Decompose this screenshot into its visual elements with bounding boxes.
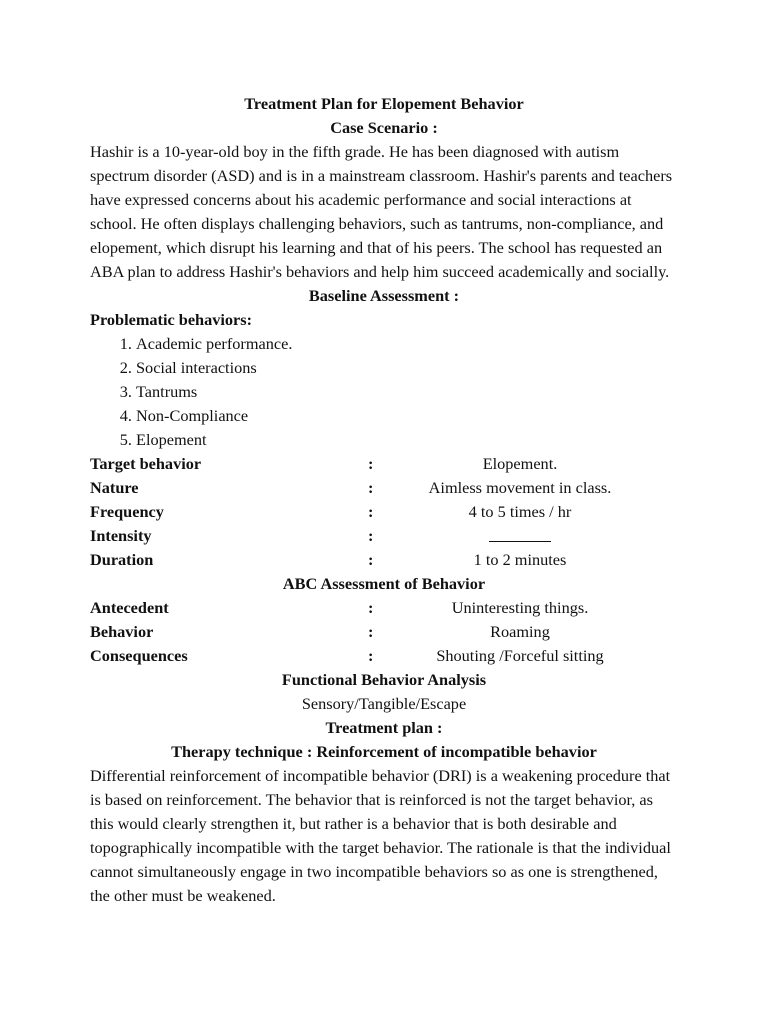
baseline-row — [90, 524, 678, 548]
row-separator: : — [368, 526, 374, 545]
row-value: Shouting /Forceful sitting — [436, 646, 604, 665]
row-label: Target behavior — [90, 454, 202, 473]
abc-table — [90, 596, 678, 668]
therapy-heading: Therapy technique : Reinforcement of incompatible behavior — [171, 742, 597, 761]
row-label: Nature — [90, 478, 139, 497]
problematic-heading: Problematic behaviors: — [90, 310, 253, 329]
baseline-heading: Baseline Assessment : — [308, 286, 460, 305]
document-title: Treatment Plan for Elopement Behavior — [244, 94, 524, 113]
row-label: Frequency — [90, 502, 164, 521]
row-value: Uninteresting things. — [451, 598, 589, 617]
baseline-row — [90, 452, 678, 476]
row-value: Roaming — [490, 622, 550, 641]
problematic-list — [90, 332, 678, 452]
therapy-paragraph: Differential reinforcement of incompatible behavior (DRI) is a weakening procedure that is based on reinforcement. The behavior that is reinforced is not the target behavior, as this would clearly strengthen it, but rather is a behavior that is both desirable and topographically incompatible with the target behavior. The rationale is that the individual cannot simultaneously engage in two incompatible behaviors so as one is strengthened, the other must be weakened. — [90, 766, 671, 905]
baseline-row — [90, 476, 678, 500]
blank-underline — [489, 524, 551, 542]
treatment-heading: Treatment plan : — [325, 718, 443, 737]
row-separator: : — [368, 478, 374, 497]
row-value: 1 to 2 minutes — [473, 550, 567, 569]
intensity-blank — [390, 524, 650, 548]
row-separator: : — [368, 646, 374, 665]
case-scenario-heading: Case Scenario : — [330, 118, 438, 137]
case-scenario-paragraph: Hashir is a 10-year-old boy in the fifth grade. He has been diagnosed with autism spectrum disorder (ASD) and is in a mainstream classroom. Hashir's parents and teachers have expressed concerns about his academic performance and social interactions at school. He often displays challenging behaviors, such as tantrums, non-compliance, and elopement, which disrupt his learning and that of his peers. The school has requested an ABA plan to address Hashir's behaviors and help him succeed academically and socially. — [90, 142, 673, 281]
row-separator: : — [368, 454, 374, 473]
row-value: Elopement. — [482, 454, 558, 473]
row-label: Intensity — [90, 526, 152, 545]
abc-row — [90, 596, 678, 620]
row-label: Consequences — [90, 646, 188, 665]
abc-row — [90, 644, 678, 668]
fba-text: Sensory/Tangible/Escape — [301, 694, 467, 713]
list-item: 4. Non-Compliance — [136, 404, 678, 428]
fba-heading: Functional Behavior Analysis — [281, 670, 487, 689]
row-separator: : — [368, 598, 374, 617]
row-value: Aimless movement in class. — [428, 478, 612, 497]
list-item: 2. Social interactions — [136, 356, 678, 380]
abc-heading: ABC Assessment of Behavior — [282, 574, 486, 593]
row-label: Duration — [90, 550, 154, 569]
baseline-row — [90, 548, 678, 572]
list-item: 1. Academic performance. — [136, 332, 678, 356]
row-label: Behavior — [90, 622, 154, 641]
row-label: Antecedent — [90, 598, 169, 617]
list-item: 5. Elopement — [136, 428, 678, 452]
row-separator: : — [368, 502, 374, 521]
abc-row — [90, 620, 678, 644]
row-separator: : — [368, 622, 374, 641]
list-item: 3. Tantrums — [136, 380, 678, 404]
baseline-row — [90, 500, 678, 524]
row-value: 4 to 5 times / hr — [468, 502, 572, 521]
row-separator: : — [368, 550, 374, 569]
baseline-table — [90, 452, 678, 572]
